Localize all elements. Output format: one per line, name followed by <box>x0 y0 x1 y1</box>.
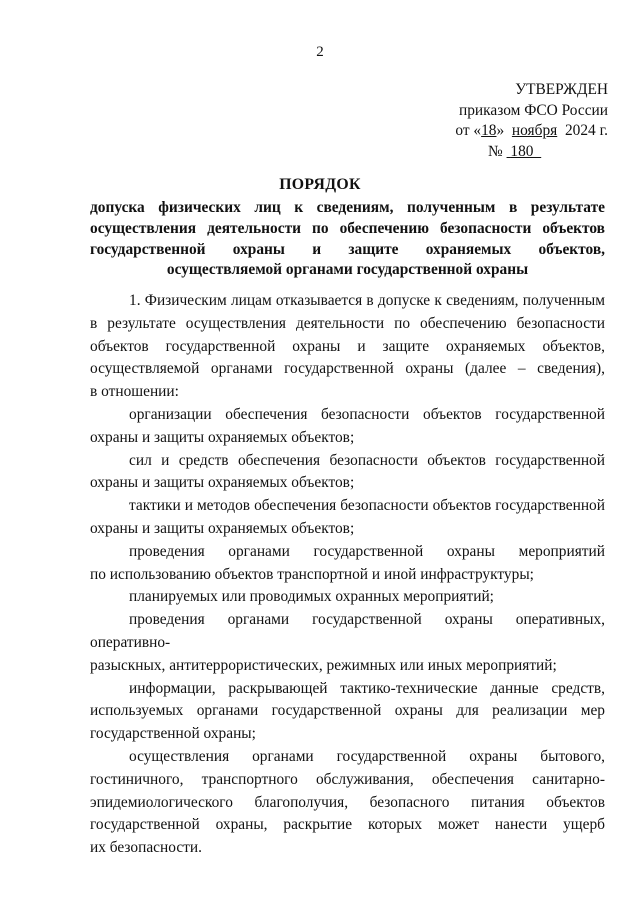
subtitle-line: государственной охраны и защите охраняемых объектов, <box>90 240 605 258</box>
body-line: гостиничного, транспортного обслуживания, обеспечения санитарно- <box>90 770 605 788</box>
body-line: 1. Физическим лицам отказывается в допуске к сведениям, полученным <box>129 292 605 309</box>
paragraph-4 <box>90 495 605 541</box>
body-line: охраны и защиты охраняемых объектов; <box>90 428 355 446</box>
body-line: их безопасности. <box>90 839 202 857</box>
paragraph-5 <box>90 541 605 587</box>
body-line: охраны и защиты охраняемых объектов; <box>90 519 355 537</box>
number-prefix: № <box>488 142 503 160</box>
approval-heading: УТВЕРЖДЕН <box>515 81 608 98</box>
subtitle-line: осуществления деятельности по обеспечению безопасности объектов <box>90 219 605 237</box>
body-line: в результате осуществления деятельности по обеспечению безопасности <box>90 314 605 332</box>
subtitle-line: осуществляемой органами государственной охраны <box>166 261 529 279</box>
body-line: по использованию объектов транспортной и иной инфраструктуры; <box>90 565 534 583</box>
order-number-value: 180 <box>510 142 534 160</box>
paragraph-6 <box>90 586 605 609</box>
body-line: государственной охраны; <box>90 725 256 743</box>
body-line: осуществления органами государственной охраны бытового, <box>129 747 605 765</box>
body-line: тактики и методов обеспечения безопасности объектов государственной <box>129 497 605 515</box>
body-line: охраны и защиты охраняемых объектов; <box>90 474 355 492</box>
approval-block <box>428 80 608 162</box>
body-line: сил и средств обеспечения безопасности объектов государственной <box>129 451 605 469</box>
paragraph-2 <box>90 404 605 450</box>
approval-date-line <box>428 121 608 142</box>
paragraph-7 <box>90 609 605 677</box>
date-month: ноября <box>511 122 558 139</box>
document-body <box>90 290 605 860</box>
body-line: проведения органами государственной охраны оперативных, оперативно- <box>90 611 605 651</box>
body-line: государственной охраны, раскрытие которых может нанести ущерб <box>90 816 605 834</box>
body-line: в отношении: <box>90 383 179 401</box>
order-number <box>507 143 542 160</box>
body-line: используемых органами государственной охраны для реализации мер <box>90 702 605 720</box>
paragraph-9 <box>90 746 605 860</box>
body-line: разыскных, антитеррористических, режимных или иных мероприятий; <box>90 656 557 674</box>
body-line: объектов государственной охраны и защите охраняемых объектов, <box>90 337 605 355</box>
body-line: проведения органами государственной охраны мероприятий <box>129 542 605 560</box>
body-line: осуществляемой органами государственной охраны (далее – сведения), <box>90 360 605 378</box>
date-mid: » <box>496 122 505 139</box>
body-line: информации, раскрывающей тактико-технические данные средств, <box>129 679 605 697</box>
paragraph-1 <box>90 290 605 404</box>
page-number: 2 <box>316 44 324 60</box>
document-title: ПОРЯДОК <box>279 176 361 193</box>
body-line: эпидемиологического благополучия, безопасного питания объектов <box>90 793 605 811</box>
paragraph-8 <box>90 678 605 746</box>
subtitle-line: допуска физических лиц к сведениям, полученным в результате <box>90 199 605 216</box>
document-subtitle <box>90 198 605 281</box>
date-day: 18 <box>481 122 497 139</box>
body-line: организации обеспечения безопасности объектов государственной <box>129 405 605 423</box>
approval-order-line: приказом ФСО России <box>459 101 608 119</box>
date-prefix: от « <box>455 122 482 139</box>
date-year: 2024 г. <box>564 122 608 139</box>
approval-number-line <box>428 142 608 163</box>
body-line: планируемых или проводимых охранных мероприятий; <box>129 588 494 606</box>
paragraph-3 <box>90 450 605 496</box>
